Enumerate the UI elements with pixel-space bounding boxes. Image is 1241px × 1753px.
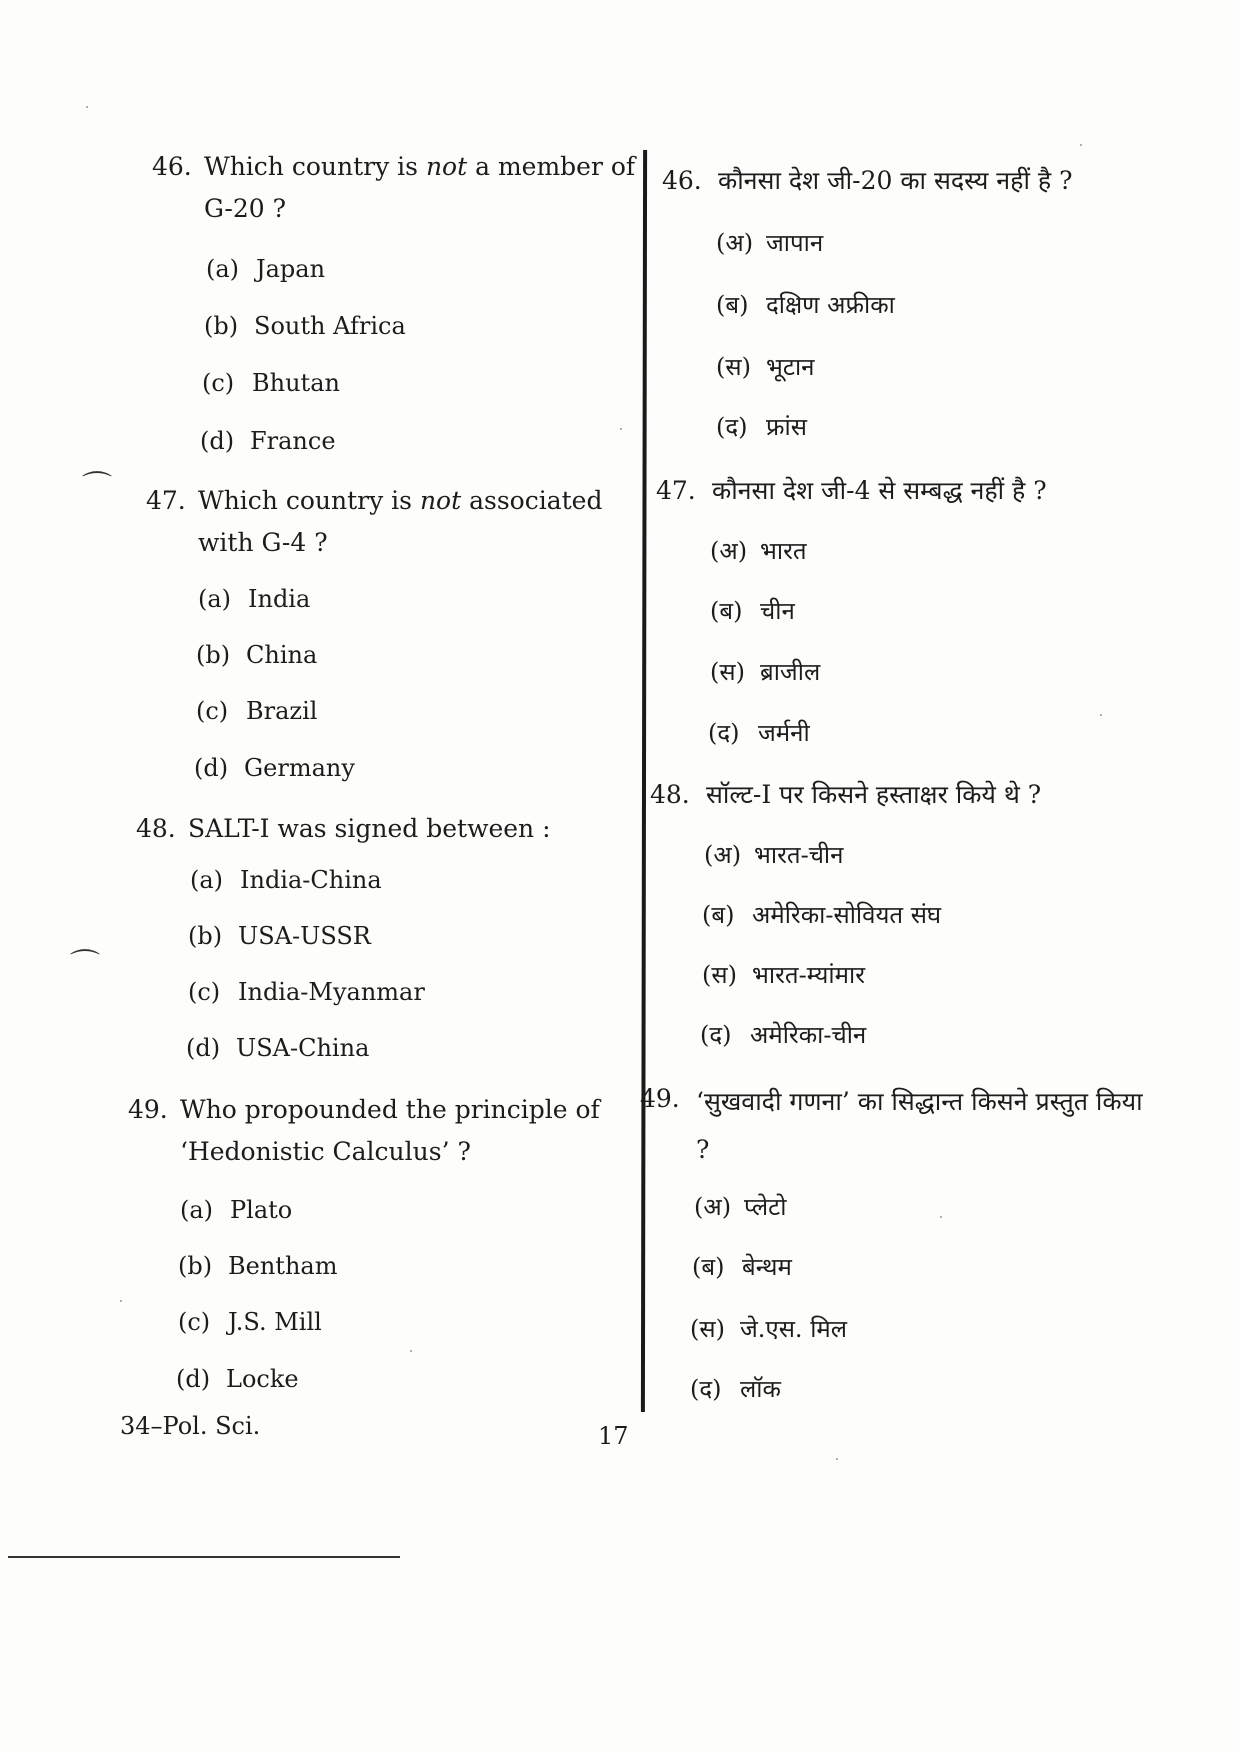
paper-code: 34–Pol. Sci. [120,1412,261,1440]
scan-speck [836,1458,838,1460]
option-a: (अ) जापान [716,229,824,257]
option-a: (a) Japan [206,255,326,283]
scan-speck [86,106,88,108]
option-d: (d) Locke [176,1365,299,1393]
option-a: (अ) प्लेटो [694,1193,787,1221]
option-c: (स) भूटान [716,353,815,381]
question-text: सॉल्ट-I पर किसने हस्ताक्षर किये थे ? [706,780,1042,809]
option-d: (d) USA-China [186,1034,370,1062]
option-c: (स) भारत-म्यांमार [702,961,866,989]
option-b: (b) USA-USSR [188,922,371,950]
question-number: 48. [650,780,690,809]
option-b: (ब) बेन्थम [692,1253,792,1281]
question-number: 46. [662,166,702,195]
option-b: (b) Bentham [178,1252,338,1280]
scan-speck [940,1216,942,1218]
option-b: (b) China [196,641,318,669]
option-d: (d) France [200,427,336,455]
option-a: (अ) भारत-चीन [704,841,844,869]
column-divider [641,150,647,1412]
question-text: कौनसा देश जी-20 का सदस्य नहीं है ? [718,166,1073,195]
question-text: कौनसा देश जी-4 से सम्बद्ध नहीं है ? [712,476,1047,505]
option-c: (c) J.S. Mill [178,1308,322,1336]
option-c: (स) ब्राजील [710,658,821,686]
option-c: (c) Brazil [196,697,318,725]
option-c: (c) Bhutan [202,369,340,397]
question-text: Which country is not associated with G-4 ? [198,486,603,557]
scan-mark: ⌒ [70,948,100,983]
question-text: SALT-I was signed between : [188,814,551,843]
page-number: 17 [598,1422,629,1450]
option-a: (a) India [198,585,311,613]
scan-speck [410,1350,412,1352]
option-d: (द) जर्मनी [708,719,810,747]
bottom-rule [8,1556,400,1558]
option-b: (b) South Africa [204,312,406,340]
option-d: (द) फ्रांस [716,413,807,441]
question-text: Who propounded the principle of ‘Hedonistic Calculus’ ? [180,1095,600,1166]
option-a: (a) India-China [190,866,382,894]
question-number: 47. [656,476,696,505]
question-number: 49. [128,1095,168,1124]
scan-mark: ⌒ [82,470,112,505]
option-c: (स) जे.एस. मिल [690,1315,848,1343]
question-number: 46. [152,152,192,181]
option-d: (d) Germany [194,754,355,782]
question-number: 48. [136,814,176,843]
option-b: (ब) चीन [710,597,795,625]
scan-speck [120,1300,122,1302]
option-a: (अ) भारत [710,537,807,565]
scan-speck [1100,714,1102,716]
option-b: (ब) अमेरिका-सोवियत संघ [702,901,942,929]
scan-speck [620,428,622,430]
option-d: (द) लॉक [690,1375,781,1403]
option-b: (ब) दक्षिण अफ्रीका [716,291,895,319]
scan-speck [1080,144,1082,146]
question-number: 49. [640,1084,680,1113]
option-d: (द) अमेरिका-चीन [700,1021,867,1049]
option-a: (a) Plato [180,1196,293,1224]
option-c: (c) India-Myanmar [188,978,425,1006]
question-text: ‘सुखवादी गणना’ का सिद्धान्त किसने प्रस्तुत किया ? [696,1087,1143,1164]
question-number: 47. [146,486,186,515]
question-text: Which country is not a member of G-20 ? [204,152,636,223]
